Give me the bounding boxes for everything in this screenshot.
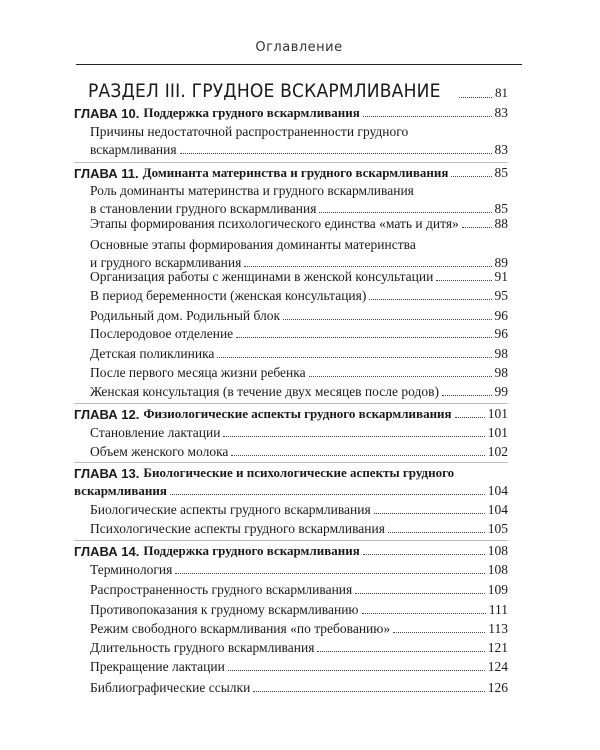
chapter-title: Физиологические аспекты грудного вскармливания <box>143 406 452 421</box>
toc-entry[interactable] <box>90 344 508 362</box>
page-number: 121 <box>487 640 508 655</box>
dot-leader <box>362 613 486 614</box>
dot-leader <box>462 227 492 228</box>
page-number: 83 <box>494 142 508 157</box>
toc-entry[interactable] <box>90 423 508 441</box>
chapter-11-entry[interactable] <box>74 163 508 181</box>
chapter-label: ГЛАВА 11. <box>74 166 139 181</box>
dot-leader <box>217 357 491 358</box>
chapter-13-entry[interactable] <box>74 481 508 499</box>
dot-leader <box>455 417 485 418</box>
entry-text: После первого месяца жизни ребенка <box>90 365 306 380</box>
page-number: 98 <box>494 365 508 380</box>
dot-leader <box>309 376 492 377</box>
page-number: 96 <box>494 326 508 341</box>
entry-text: Родильный дом. Родильный блок <box>90 308 281 323</box>
chapter-title: Поддержка грудного вскармливания <box>143 105 360 120</box>
entry-text: Детская поликлиника <box>90 346 215 361</box>
toc-entry[interactable] <box>90 214 508 232</box>
entry-text: Объем женского молока <box>90 444 229 459</box>
section-title: РАЗДЕЛ III. ГРУДНОЕ ВСКАРМЛИВАНИЕ <box>88 80 441 102</box>
entry-text: В период беременности (женская консультация) <box>90 288 367 303</box>
page-number: 99 <box>494 384 508 399</box>
dot-leader <box>170 494 485 495</box>
entry-text: Терминология <box>90 562 173 577</box>
dot-leader <box>319 212 491 213</box>
toc-entry[interactable] <box>90 306 508 324</box>
toc-entry-line1[interactable] <box>90 181 508 199</box>
chapter-title: Биологические и психологические аспекты грудного <box>143 465 455 480</box>
page-number: 91 <box>494 269 508 284</box>
toc-entry[interactable] <box>90 324 508 342</box>
page-number: 85 <box>494 201 508 216</box>
running-head: Оглавление <box>255 40 343 55</box>
entry-text: Женская консультация (в течение двух месяцев после родов) <box>90 384 439 399</box>
toc-entry[interactable] <box>90 286 508 304</box>
page-number: 104 <box>487 502 508 517</box>
chapter-title: Поддержка грудного вскармливания <box>143 543 360 558</box>
entry-text: Становление лактации <box>90 425 221 440</box>
entry-text: Этапы формирования психологического единства «мать и дитя» <box>90 216 459 231</box>
page-number: 109 <box>487 582 508 597</box>
entry-text-cont: в становлении грудного вскармливания <box>90 201 317 216</box>
entry-text: Основные этапы формирования доминанты материнства <box>90 237 416 252</box>
dot-leader <box>363 116 492 117</box>
toc-entry[interactable] <box>90 678 508 696</box>
page-number: 105 <box>487 521 508 536</box>
page-number: 96 <box>494 308 508 323</box>
page-number: 104 <box>487 483 508 498</box>
dot-leader <box>355 593 485 594</box>
toc-entry[interactable] <box>90 267 508 285</box>
toc-entry-line1[interactable] <box>90 235 508 253</box>
page-number: 83 <box>494 105 508 120</box>
entry-text: Режим свободного вскармливания «по требованию» <box>90 621 391 636</box>
chapter-label: ГЛАВА 13. <box>74 466 140 481</box>
entry-text: Прекращение лактации <box>90 659 225 674</box>
toc-entry[interactable] <box>90 580 508 598</box>
chapter-14-entry[interactable] <box>74 541 508 559</box>
dot-leader <box>451 176 491 177</box>
dot-leader <box>223 436 484 437</box>
dot-leader <box>436 280 491 281</box>
toc-entry[interactable] <box>90 140 508 158</box>
page-number: 102 <box>487 444 508 459</box>
header-rule <box>76 64 522 65</box>
dot-leader <box>236 337 491 338</box>
dot-leader <box>369 299 491 300</box>
page-number: 95 <box>494 288 508 303</box>
toc-entry[interactable] <box>90 638 508 656</box>
entry-text: Организация работы с женщинами в женской консультации <box>90 269 434 284</box>
toc-entry[interactable] <box>90 519 508 537</box>
dot-leader <box>253 691 484 692</box>
toc-entry-line1[interactable] <box>90 122 508 140</box>
dot-leader <box>374 513 485 514</box>
page-number: 113 <box>488 621 508 636</box>
dot-leader <box>283 319 491 320</box>
entry-text: Причины недостаточной распространенности грудного <box>90 124 409 139</box>
dot-leader <box>175 573 484 574</box>
toc-entry[interactable] <box>90 619 508 637</box>
chapter-title: Доминанта материнства и грудного вскармливания <box>142 165 449 180</box>
chapter-title-cont: вскармливания <box>74 483 167 498</box>
entry-text: Противопоказания к грудному вскармливанию <box>90 602 359 617</box>
entry-text-cont: и грудного вскармливания <box>90 255 242 270</box>
entry-text: Послеродовое отделение <box>90 326 234 341</box>
page-number: 85 <box>494 165 508 180</box>
chapter-12-entry[interactable] <box>74 404 508 422</box>
entry-text-cont: вскармливания <box>90 142 177 157</box>
toc-entry[interactable] <box>90 500 508 518</box>
section-heading[interactable] <box>88 76 508 102</box>
chapter-10-entry[interactable] <box>74 103 508 121</box>
dot-leader <box>442 395 492 396</box>
entry-text: Биологические аспекты грудного вскармливания <box>90 502 371 517</box>
page-number: 98 <box>494 346 508 361</box>
dot-leader <box>388 532 485 533</box>
chapter-label: ГЛАВА 14. <box>74 544 140 559</box>
dot-leader <box>228 670 485 671</box>
dot-leader <box>231 455 484 456</box>
toc-entry[interactable] <box>90 600 508 618</box>
page-number: 101 <box>487 406 508 421</box>
entry-text: Библиографические ссылки <box>90 680 251 695</box>
toc-entry[interactable] <box>90 657 508 675</box>
entry-text: Длительность грудного вскармливания <box>90 640 315 655</box>
entry-text: Психологические аспекты грудного вскармливания <box>90 521 385 536</box>
section-page: 81 <box>495 85 508 100</box>
page-number: 89 <box>494 255 508 270</box>
page-number: 108 <box>487 562 508 577</box>
entry-text: Роль доминанты материнства и грудного вскармливания <box>90 183 414 198</box>
entry-text: Распространенность грудного вскармливания <box>90 582 353 597</box>
dot-leader <box>180 153 492 154</box>
toc-entry[interactable] <box>90 382 508 400</box>
chapter-label: ГЛАВА 12. <box>74 407 140 422</box>
chapter-label: ГЛАВА 10. <box>74 106 140 121</box>
page-number: 124 <box>487 659 508 674</box>
toc-entry[interactable] <box>90 442 508 460</box>
dot-leader <box>363 554 485 555</box>
dot-leader <box>459 97 492 98</box>
page-number: 108 <box>487 543 508 558</box>
dot-leader <box>317 651 484 652</box>
dot-leader <box>393 632 485 633</box>
chapter-13-entry-line1[interactable] <box>74 463 508 481</box>
toc-entry[interactable] <box>90 363 508 381</box>
page-number: 111 <box>488 602 508 617</box>
page-number: 126 <box>487 680 508 695</box>
toc-entry[interactable] <box>90 560 508 578</box>
page-number: 88 <box>494 216 508 231</box>
page-number: 101 <box>487 425 508 440</box>
